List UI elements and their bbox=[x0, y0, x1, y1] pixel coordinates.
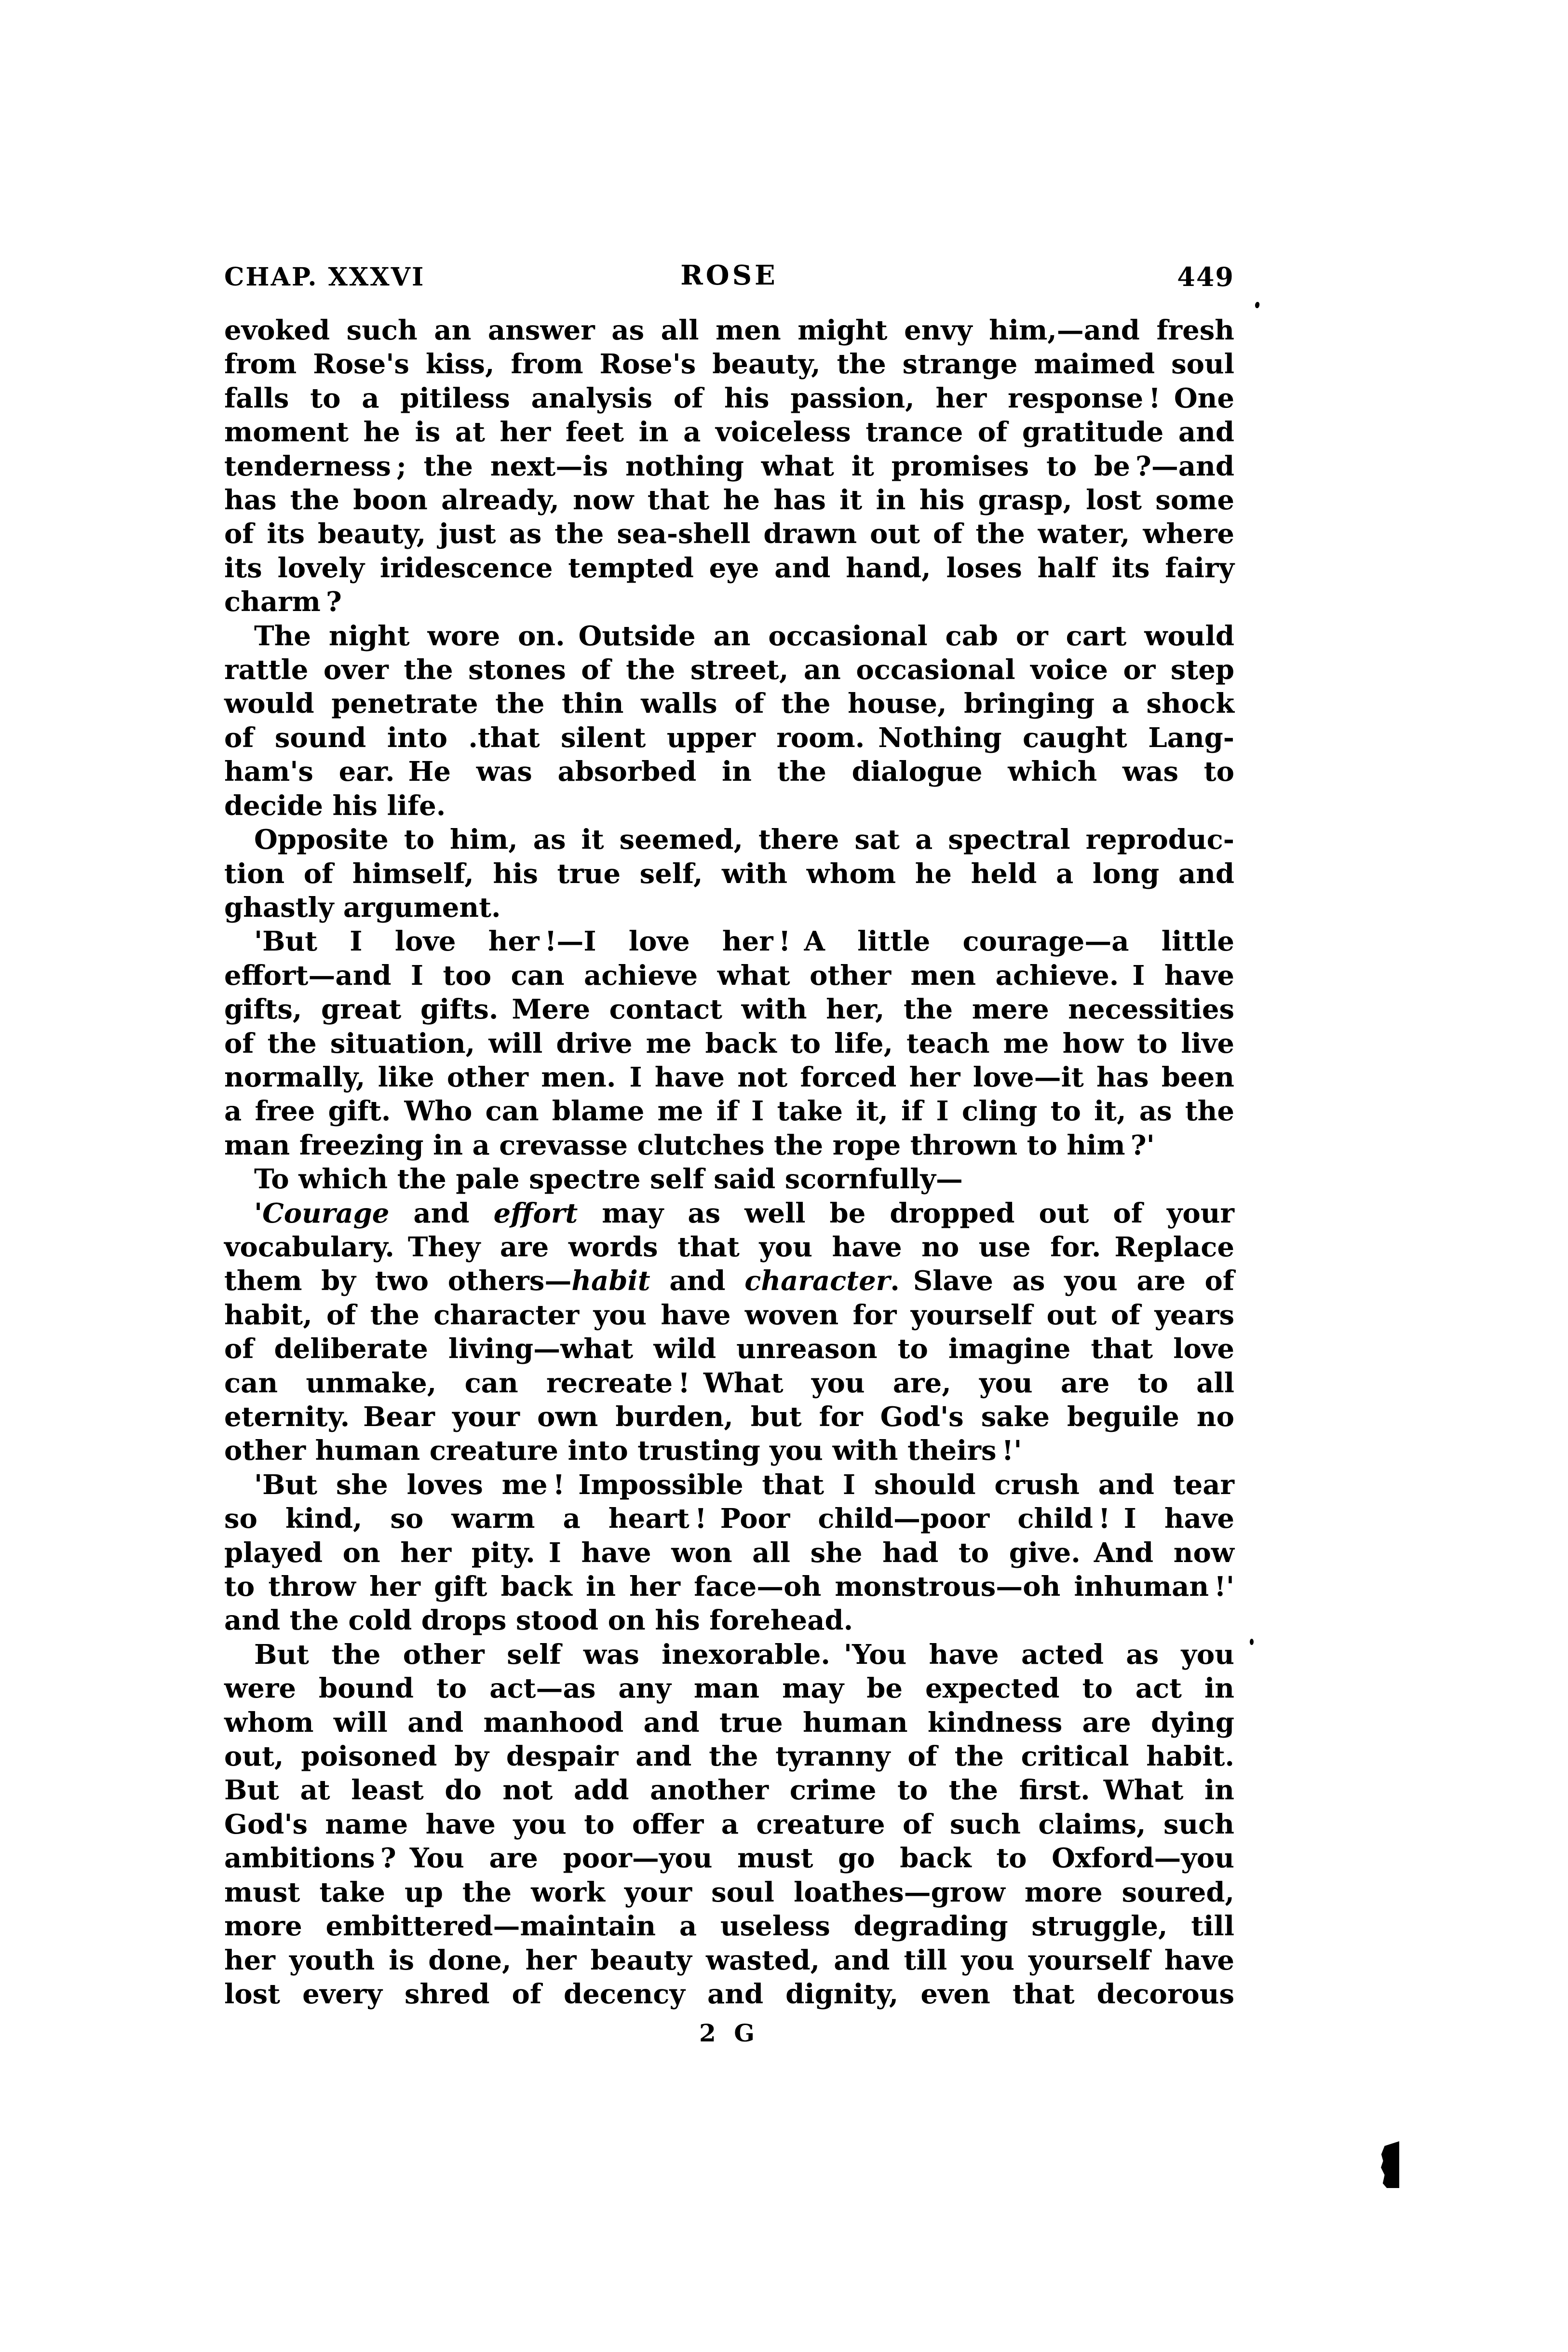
chapter-label: CHAP. XXXVI bbox=[224, 262, 425, 292]
text-line: can unmake, can recreate ! What you are, you are to all bbox=[224, 1367, 1234, 1399]
text-line: other human creature into trusting you with theirs !' bbox=[224, 1435, 1022, 1467]
text-line: must take up the work your soul loathes—grow more soured, bbox=[224, 1876, 1234, 1908]
text-line: more embittered—maintain a useless degrading struggle, till bbox=[224, 1910, 1234, 1943]
text-line: vocabulary. They are words that you have no use for. Replace bbox=[224, 1231, 1234, 1263]
text-line: so kind, so warm a heart ! Poor child—poor child ! I have bbox=[224, 1503, 1234, 1535]
text-line: ambitions ? You are poor—you must go back to Oxford—you bbox=[224, 1842, 1234, 1875]
text-line: played on her pity. I have won all she had to give. And now bbox=[224, 1536, 1234, 1569]
text-line: of deliberate living—what wild unreason to imagine that love bbox=[224, 1333, 1234, 1365]
text-line: evoked such an answer as all men might envy him,—and fresh bbox=[224, 314, 1234, 346]
paragraph bbox=[224, 924, 1234, 1162]
text-line: tenderness ; the next—is nothing what it promises to be ?—and bbox=[224, 450, 1234, 482]
page-number: 449 bbox=[1177, 261, 1234, 292]
text-line: man freezing in a crevasse clutches the rope thrown to him ?' bbox=[224, 1129, 1155, 1161]
signature-mark: 2 G bbox=[699, 2019, 759, 2047]
paragraph bbox=[224, 619, 1234, 823]
text-line: ham's ear. He was absorbed in the dialogue which was to bbox=[224, 756, 1234, 788]
text-line: decide his life. bbox=[224, 789, 446, 822]
text-line: normally, like other men. I have not forced her love—it has been bbox=[224, 1061, 1234, 1093]
text-line: But at least do not add another crime to the first. What in bbox=[224, 1774, 1234, 1807]
text-line: rattle over the stones of the street, an occasional voice or step bbox=[224, 654, 1234, 686]
paragraph bbox=[224, 823, 1234, 924]
running-title: ROSE bbox=[680, 259, 778, 291]
text-line: a free gift. Who can blame me if I take it, if I cling to it, as the bbox=[224, 1095, 1234, 1128]
text-line: God's name have you to offer a creature of such claims, such bbox=[224, 1808, 1234, 1840]
text-line: effort—and I too can achieve what other men achieve. I have bbox=[224, 959, 1234, 992]
text-line: falls to a pitiless analysis of his passion, her response ! One bbox=[224, 382, 1234, 414]
ink-blot-icon bbox=[1381, 2141, 1399, 2188]
text-line: to throw her gift back in her face—oh monstrous—oh inhuman !' bbox=[224, 1571, 1234, 1603]
text-line: has the boon already, now that he has it in his grasp, lost some bbox=[224, 484, 1234, 517]
text-line: Opposite to him, as it seemed, there sat a spectral reproduc- bbox=[254, 824, 1234, 856]
text-line: habit, of the character you have woven for yourself out of years bbox=[224, 1299, 1234, 1331]
text-line: lost every shred of decency and dignity, even that decorous bbox=[224, 1978, 1234, 2010]
paragraph bbox=[224, 1196, 1234, 1468]
text-line: of the situation, will drive me back to life, teach me how to live bbox=[224, 1027, 1234, 1060]
text-line: The night wore on. Outside an occasional cab or cart would bbox=[254, 620, 1234, 652]
page-header bbox=[224, 259, 1234, 298]
body-text bbox=[224, 313, 1234, 2011]
paragraph bbox=[224, 1638, 1234, 2011]
text-line: ghastly argument. bbox=[224, 891, 501, 924]
text-line: tion of himself, his true self, with whom he held a long and bbox=[224, 857, 1234, 890]
text-line: were bound to act—as any man may be expected to act in bbox=[224, 1672, 1234, 1705]
ink-speck-icon bbox=[1250, 1639, 1254, 1645]
text-line: of sound into .that silent upper room. Nothing caught Lang- bbox=[224, 721, 1234, 754]
text-line: eternity. Bear your own burden, but for God's sake beguile no bbox=[224, 1401, 1234, 1433]
text-line: charm ? bbox=[224, 586, 342, 618]
text-line: out, poisoned by despair and the tyranny of the critical habit. bbox=[224, 1740, 1234, 1773]
text-line: her youth is done, her beauty wasted, and till you yourself have bbox=[224, 1944, 1234, 1976]
text-line: would penetrate the thin walls of the house, bringing a shock bbox=[224, 688, 1234, 720]
text-line: them by two others—habit and character. Slave as you are of bbox=[224, 1265, 1234, 1297]
paragraph bbox=[224, 313, 1234, 619]
ink-speck-icon bbox=[1255, 301, 1260, 309]
text-line: whom will and manhood and true human kindness are dying bbox=[224, 1706, 1234, 1739]
text-line: To which the pale spectre self said scornfully— bbox=[254, 1163, 963, 1196]
text-line: 'But she loves me ! Impossible that I should crush and tear bbox=[254, 1468, 1234, 1501]
text-line: moment he is at her feet in a voiceless trance of gratitude and bbox=[224, 416, 1234, 449]
text-line: gifts, great gifts. Mere contact with her, the mere necessities bbox=[224, 993, 1234, 1026]
text-line: and the cold drops stood on his forehead. bbox=[224, 1604, 853, 1637]
paragraph bbox=[224, 1468, 1234, 1638]
text-line: of its beauty, just as the sea-shell drawn out of the water, where bbox=[224, 518, 1234, 550]
text-line: from Rose's kiss, from Rose's beauty, the strange maimed soul bbox=[224, 348, 1234, 381]
text-line: its lovely iridescence tempted eye and hand, loses half its fairy bbox=[224, 552, 1234, 584]
text-line: But the other self was inexorable. 'You have acted as you bbox=[254, 1638, 1234, 1671]
text-line: 'Courage and effort may as well be dropped out of your bbox=[254, 1197, 1234, 1229]
paragraph bbox=[224, 1162, 1234, 1196]
text-line: 'But I love her !—I love her ! A little courage—a little bbox=[254, 925, 1234, 958]
